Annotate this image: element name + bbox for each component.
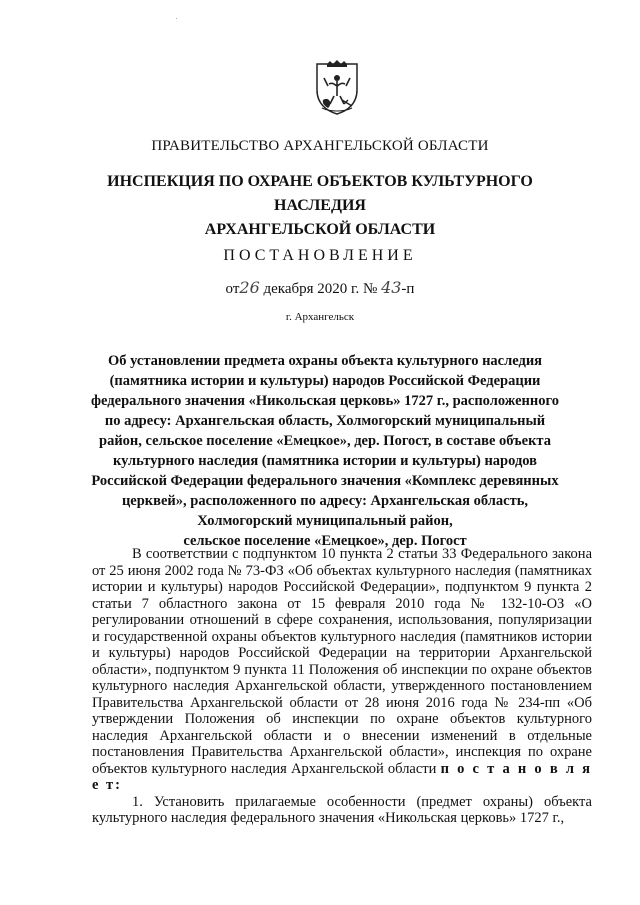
date-rest: декабря 2020 г. №	[263, 281, 378, 297]
subject-line: Холмогорский муниципальный район,	[197, 513, 453, 529]
inspection-title-line2: АРХАНГЕЛЬСКОЙ ОБЛАСТИ	[204, 221, 436, 238]
subject-line: культурного наследия (памятника истории и культуры) народов	[112, 453, 538, 469]
city: г. Архангельск	[285, 311, 355, 323]
subject-line: по адресу: Архангельская область, Холмогорский муниципальный	[104, 413, 546, 429]
body-paragraph-2: 1. Установить прилагаемые особенности (предмет охраны) объекта культурного наследия федерального значения «Никольская церковь» 1727 г.,	[92, 793, 592, 826]
handwritten-day: 26	[239, 278, 260, 297]
inspection-title-line1: ИНСПЕКЦИЯ ПО ОХРАНЕ ОБЪЕКТОВ КУЛЬТУРНОГО НАСЛЕДИЯ	[107, 173, 533, 214]
inspection-title	[60, 170, 580, 242]
date-prefix: от	[225, 281, 240, 297]
government-name: ПРАВИТЕЛЬСТВО АРХАНГЕЛЬСКОЙ ОБЛАСТИ	[151, 138, 489, 154]
subject-line: Об установлении предмета охраны объекта культурного наследия	[107, 353, 543, 369]
decree-date-number	[60, 278, 580, 298]
scan-speck	[176, 18, 177, 19]
decides-word: п о с т а н о в л я е т:	[92, 760, 593, 793]
body-paragraph-1	[92, 546, 592, 794]
number-suffix: -п	[401, 281, 415, 297]
decree-subject	[80, 351, 570, 551]
subject-line: Российской Федерации федерального значения «Комплекс деревянных	[91, 473, 559, 489]
subject-line: церквей», расположенного по адресу: Архангельская область,	[121, 493, 529, 509]
subject-line: сельское поселение «Емецкое», дер. Погост	[183, 533, 467, 549]
subject-line: (памятника истории и культуры) народов Российской Федерации	[109, 373, 541, 389]
document-type: ПОСТАНОВЛЕНИЕ	[223, 247, 417, 264]
preamble-text: В соответствии с подпунктом 10 пункта 2 статьи 33 Федерального закона от 25 июня 2002 года № 73-ФЗ «Об объектах культурного наследия (памятниках истории и культуры) народов Российской Федерации», подпунктом 9 пункта 2 статьи 7 областного закона от 15 февраля 2010 года № 132-10-ОЗ «О регулировании отношений в сфере сохранения, использования, популяризации и государственной охраны объектов культурного наследия (памятников истории и культуры) народов Российской Федерации на территории Архангельской области», подпунктом 9 пункта 11 Положения об инспекции по охране объектов культурного наследия Архангельской области, утвержденного постановлением Правительства Архангельской области от 28 июня 2016 года № 234-пп «Об утверждении Положения об инспекции по охране объектов культурного наследия Архангельской области и о внесении изменений в отдельные постановления Правительства Архангельской области», инспекция по охране объектов культурного наследия Архангельской области	[92, 546, 592, 777]
decree-body	[92, 546, 592, 827]
coat-of-arms-icon	[314, 60, 360, 116]
handwritten-number: 43	[381, 278, 402, 297]
subject-line: район, сельское поселение «Емецкое», дер. Погост, в составе объекта	[99, 433, 551, 449]
subject-line: федерального значения «Никольская церковь» 1727 г., расположенного	[91, 393, 559, 409]
